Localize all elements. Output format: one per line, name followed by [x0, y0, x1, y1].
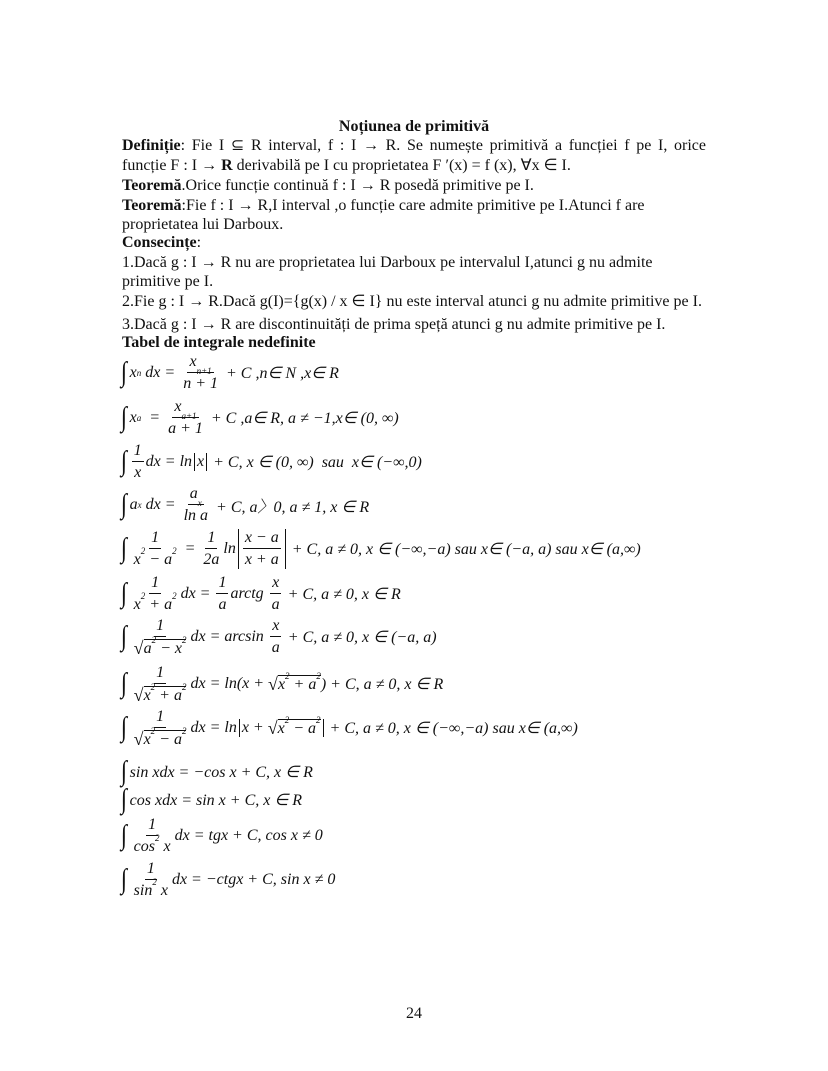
- formula-text: cos: [133, 838, 155, 855]
- formula-text: x: [174, 398, 182, 415]
- square-root: [133, 682, 187, 705]
- formula-exponent: 2: [284, 715, 290, 725]
- formula-text: + C ,a∈ R, a ≠ −1,x∈ (0, ∞): [206, 410, 399, 427]
- integral-sign-icon: ∫: [120, 533, 127, 564]
- formula-text: 1: [151, 529, 160, 546]
- formula-text: ln: [223, 540, 236, 557]
- formula-text: x: [197, 453, 205, 470]
- fraction: [132, 574, 179, 614]
- definition-text-2c: derivabilă pe I cu proprietatea F ′(x) = f (x), ∀x ∈ I.: [232, 157, 571, 174]
- definition-text-2a: funcție F : I →: [122, 157, 222, 174]
- formula-exponent: 2: [155, 833, 160, 843]
- denominator: [132, 684, 189, 704]
- formula-text: x: [143, 731, 151, 748]
- formula-text: ) + C, a ≠ 0, x ∈ R: [320, 676, 444, 693]
- formula-text: x: [277, 676, 286, 693]
- formula-text: x: [133, 596, 141, 613]
- fraction: [201, 529, 221, 569]
- formula-text: + C, a ≠ 0, x ∈ (−a, a): [283, 629, 437, 646]
- formula-exponent: 2: [285, 671, 290, 681]
- fraction: [132, 708, 189, 748]
- formula-text: + a: [145, 596, 173, 613]
- formula-exponent: 2: [140, 546, 146, 556]
- formula-text: − a: [145, 551, 173, 568]
- formula-text: =: [141, 409, 165, 426]
- radicand: [143, 726, 187, 748]
- formula-text: x: [272, 574, 280, 591]
- numerator: [216, 574, 228, 594]
- numerator: [270, 574, 281, 594]
- denominator: [243, 549, 281, 569]
- table-title: Tabel de integrale nedefinite: [122, 334, 316, 351]
- consequences-colon: :: [196, 234, 202, 251]
- formula-text: n + 1: [183, 375, 218, 392]
- numerator: [243, 529, 281, 549]
- absolute-value: [239, 715, 324, 738]
- radical-sign-icon: √: [267, 718, 278, 738]
- formula-exponent: 2: [181, 635, 187, 645]
- radical-sign-icon: √: [133, 729, 144, 749]
- fraction: [132, 529, 179, 569]
- formula-text: a: [189, 485, 198, 502]
- integral-sign-icon: ∫: [120, 820, 127, 851]
- absolute-value: [194, 453, 207, 471]
- integral-formula: [120, 526, 641, 572]
- formula-exponent: 2: [172, 546, 177, 556]
- formula-text: 1: [156, 664, 165, 681]
- formula-exponent: 2: [151, 635, 157, 645]
- consequence-3: 3.Dacă g : I → R are discontinuități de prima speță atunci g nu admite primitive pe I.: [122, 316, 666, 333]
- denominator: [132, 462, 143, 482]
- definition-label: Definiție: [122, 137, 181, 154]
- integral-formula: ∫ a x dx = a x ln a + C, a〉0, a ≠ 1, x ∈ R: [120, 485, 370, 524]
- formula-text: a: [271, 596, 280, 613]
- formula-text: x: [143, 687, 151, 704]
- integral-formula: [120, 439, 422, 485]
- numerator: [154, 617, 166, 637]
- formula-text: dx = tgx + C, cos x ≠ 0: [174, 827, 323, 844]
- integral-formula: [120, 857, 335, 903]
- denominator: [166, 418, 205, 438]
- formula-text: x: [277, 720, 285, 737]
- theorem-2: [122, 196, 645, 216]
- denominator: [132, 591, 179, 614]
- integral-sign-icon: ∫: [120, 446, 127, 477]
- formula-text: + C, a ≠ 0, x ∈ (−∞,−a) sau x∈ (a,∞): [325, 720, 578, 737]
- radicand: [277, 671, 321, 693]
- formula-text: 1: [207, 529, 216, 546]
- definition-line-1: [122, 136, 706, 156]
- formula-text: x: [189, 353, 197, 370]
- formula-text: x: [129, 409, 137, 426]
- formula-text: dx = ln: [145, 453, 193, 470]
- formula-text: + a: [155, 687, 182, 704]
- radical-sign-icon: √: [268, 674, 278, 694]
- square-root: [268, 671, 321, 694]
- integral-formula: ∫ x a = x a+1 a + 1 + C ,a∈ R, a ≠ −1,x∈ (0, ∞): [120, 398, 399, 437]
- denominator: [132, 637, 189, 657]
- formula-text: dx =: [180, 585, 215, 602]
- integral-sign-icon: ∫: [120, 668, 127, 699]
- integral-sign-icon: ∫: [120, 357, 127, 388]
- formula-text: =: [180, 540, 200, 557]
- formula-text: a: [129, 496, 138, 513]
- fraction: [270, 617, 282, 657]
- integral-sign-icon: ∫: [120, 578, 127, 609]
- fraction: [270, 574, 282, 614]
- integral-sign-icon: ∫: [120, 489, 127, 520]
- theorem-1-label: Teoremă: [122, 177, 182, 194]
- formula-text: x: [159, 838, 171, 855]
- formula-text: 1: [146, 860, 155, 877]
- numerator: [270, 617, 281, 637]
- formula-exponent: 2: [152, 877, 157, 887]
- square-root: [267, 715, 321, 738]
- fraction: [243, 529, 281, 569]
- numerator: [149, 529, 161, 549]
- formula-text: − a: [155, 731, 182, 748]
- denominator: [216, 594, 228, 614]
- formula-text: a: [218, 596, 227, 613]
- fraction: [216, 574, 228, 614]
- integral-formula: [120, 705, 578, 751]
- formula-text: x: [272, 617, 280, 634]
- formula-text: + C, a ≠ 0, x ∈ (−∞,−a) sau x∈ (−a, a) sau x∈ (a,∞): [287, 541, 641, 558]
- fraction: [132, 816, 173, 856]
- formula-exponent: 2: [316, 715, 321, 725]
- formula-text: ln a: [183, 507, 209, 524]
- consequence-2: 2.Fie g : I → R.Dacă g(I)={g(x) / x ∈ I} nu este interval atunci g nu admite primitive pe I.: [122, 293, 702, 310]
- formula-text: dx = ln(x +: [190, 675, 269, 692]
- formula-exponent: 2: [181, 682, 187, 692]
- formula-text: dx = ln: [190, 719, 237, 736]
- numerator: x n+1: [189, 353, 212, 376]
- fraction: [181, 353, 220, 393]
- fraction: [166, 398, 205, 438]
- integral-sign-icon: ∫: [120, 402, 127, 433]
- numerator: a x: [189, 485, 202, 508]
- theorem-1-text: .Orice funcție continuă f : I → R posedă primitive pe I.: [181, 177, 534, 194]
- formula-text: x: [134, 464, 142, 481]
- formula-text: a + 1: [168, 420, 203, 437]
- integral-sign-icon: ∫: [120, 621, 127, 652]
- formula-text: + C, a ≠ 0, x ∈ R: [283, 586, 401, 603]
- fraction: [132, 664, 189, 704]
- page-number: 24: [406, 1005, 422, 1022]
- formula-text: x: [133, 551, 141, 568]
- formula-text: 1: [156, 708, 165, 725]
- formula-text: + a: [289, 676, 317, 693]
- formula-exponent: 2: [150, 682, 156, 692]
- denominator: [201, 549, 221, 569]
- formula-text: x: [156, 882, 168, 899]
- integral-sign-icon: ∫: [120, 712, 127, 743]
- numerator: [132, 442, 144, 462]
- integral-formula: [120, 813, 323, 859]
- absolute-value: [238, 529, 286, 569]
- denominator: [270, 594, 282, 614]
- theorem-2-text: :Fie f : I → R,I interval ,o funcție care admite primitive pe I.Atunci f are: [181, 197, 645, 214]
- formula-text: sin: [133, 882, 153, 899]
- formula-exponent: 2: [172, 591, 177, 601]
- formula-text: sin xdx = −cos x + C, x ∈ R: [129, 764, 313, 781]
- formula-text: x − a: [244, 529, 279, 546]
- consequence-1: 1.Dacă g : I → R nu are proprietatea lui Darboux pe intervalul I,atunci g nu admite: [122, 254, 653, 271]
- fraction: [182, 485, 210, 525]
- consequences-label: Consecințe: [122, 234, 197, 251]
- numerator: [205, 529, 217, 549]
- formula-text: 1: [218, 574, 227, 591]
- theorem-2-label: Teoremă: [122, 197, 182, 214]
- formula-exponent: 2: [150, 726, 156, 736]
- integral-sign-icon: ∫: [120, 784, 127, 815]
- formula-text: + C ,n∈ N ,x∈ R: [221, 365, 339, 382]
- formula-text: dx = −ctgx + C, sin x ≠ 0: [171, 871, 336, 888]
- denominator: [181, 373, 220, 393]
- formula-exponent: 2: [140, 591, 146, 601]
- formula-text: − a: [289, 720, 317, 737]
- formula-text: + C, x ∈ (0, ∞) sau x∈ (−∞,0): [209, 454, 422, 471]
- radical-sign-icon: √: [133, 638, 144, 658]
- formula-text: 2a: [203, 551, 220, 568]
- formula-text: a: [271, 639, 280, 656]
- formula-text: dx =: [141, 496, 180, 513]
- denominator: [132, 728, 189, 748]
- formula-text: cos xdx = sin x + C, x ∈ R: [129, 792, 303, 809]
- radicand: [277, 715, 321, 737]
- square-root: [133, 635, 187, 658]
- integral-sign-icon: ∫: [120, 864, 127, 895]
- denominator: [132, 877, 170, 900]
- formula-text: dx =: [141, 364, 180, 381]
- denominator: [270, 637, 282, 657]
- definition-line-2: [122, 156, 571, 176]
- numerator: x a+1: [174, 398, 197, 421]
- numerator: [149, 574, 161, 594]
- formula-exponent: 2: [181, 726, 187, 736]
- formula-text: − x: [156, 640, 182, 657]
- formula-text: 1: [156, 617, 165, 634]
- formula-text: 1: [151, 574, 160, 591]
- formula-text: 1: [133, 442, 142, 459]
- radicand: [143, 635, 187, 657]
- numerator: [154, 664, 166, 684]
- integral-formula: ∫ x n dx = x n+1 n + 1 + C ,n∈ N ,x∈ R: [120, 353, 339, 392]
- formula-exponent: 2: [316, 671, 321, 681]
- numerator: [154, 708, 166, 728]
- fraction: [132, 860, 170, 900]
- denominator: [132, 546, 179, 569]
- integral-sign-icon: ∫: [120, 756, 127, 787]
- formula-text: + C, a〉0, a ≠ 1, x ∈ R: [212, 498, 370, 516]
- denominator: [132, 833, 173, 856]
- fraction: [132, 442, 144, 482]
- formula-text: x + a: [244, 551, 279, 568]
- theorem-2-line-2: proprietatea lui Darboux.: [122, 216, 284, 233]
- consequence-1-cont: primitive pe I.: [122, 273, 214, 290]
- radicand: [143, 682, 187, 704]
- formula-text: x +: [241, 719, 268, 736]
- formula-text: arctg: [230, 585, 268, 602]
- consequences-heading: [122, 233, 201, 253]
- radical-sign-icon: √: [133, 685, 144, 705]
- integral-formula: [120, 661, 443, 707]
- integral-formula: [120, 571, 401, 617]
- square-root: [133, 726, 187, 749]
- formula-text: a: [143, 640, 152, 657]
- page-title: Noțiunea de primitivă: [338, 118, 490, 135]
- integral-formula: [120, 614, 437, 660]
- definition-text: : Fie I ⊆ R interval, f : I → R. Se numește primitivă a funcției f pe I, orice: [180, 137, 706, 154]
- denominator: [182, 505, 210, 525]
- definition-text-2b: R: [221, 157, 233, 174]
- formula-text: x: [129, 364, 137, 381]
- fraction: [132, 617, 189, 657]
- formula-text: dx = arcsin: [190, 628, 268, 645]
- theorem-1: [122, 176, 534, 196]
- formula-text: 1: [148, 816, 157, 833]
